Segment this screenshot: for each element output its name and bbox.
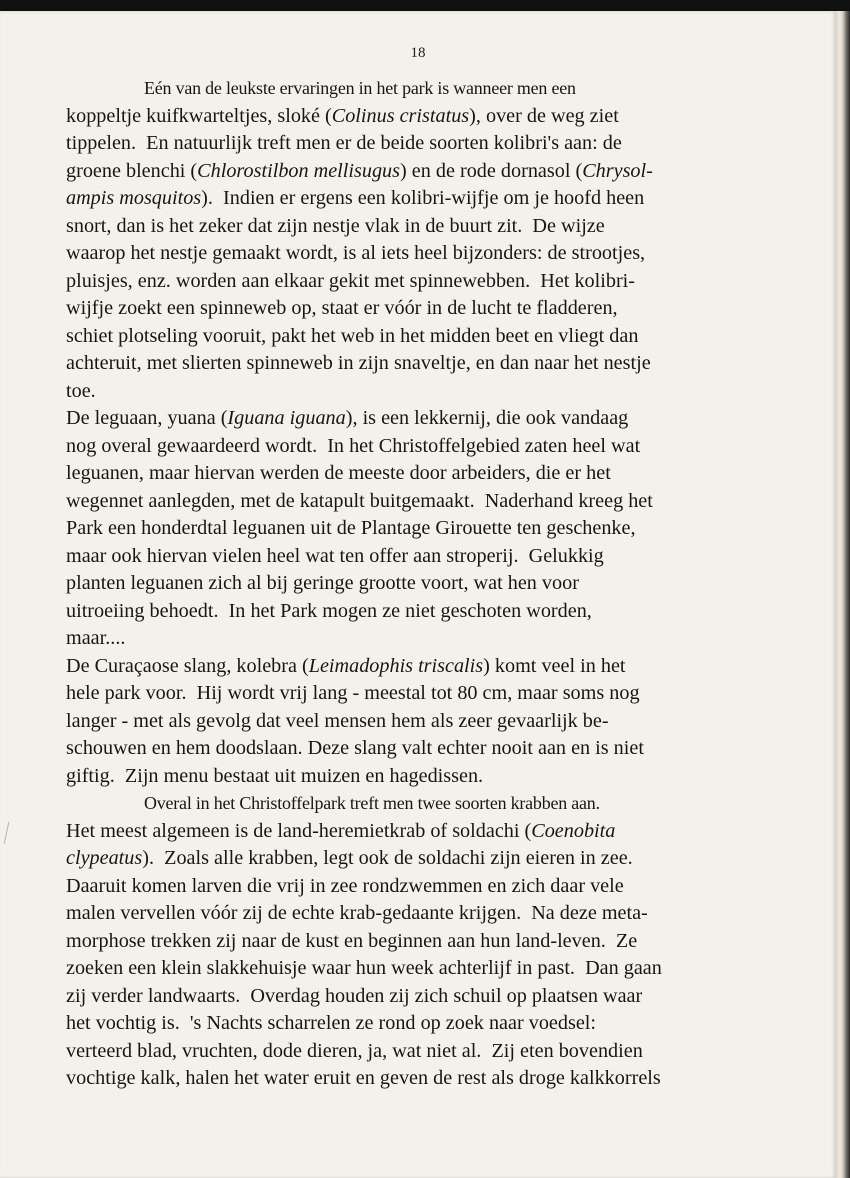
text-line xyxy=(66,268,766,296)
text-line xyxy=(66,928,766,956)
species-name: Chlorostilbon mellisugus xyxy=(197,159,401,182)
text-line xyxy=(66,103,766,131)
text-run: nog overal gewaardeerd wordt. In het Christoffelgebied zaten heel wat xyxy=(66,434,641,457)
text-line xyxy=(66,433,766,461)
text-line xyxy=(66,900,766,928)
text-run: schouwen en hem doodslaan. Deze slang valt echter nooit aan en is niet xyxy=(66,737,644,759)
text-line xyxy=(66,1065,766,1093)
text-line xyxy=(66,213,766,241)
text-run: Het meest algemeen is de land-heremietkrab of soldachi ( xyxy=(66,819,532,842)
text-run: ). Zoals alle krabben, legt ook de soldachi zijn eieren in zee. xyxy=(142,847,633,869)
page-edge xyxy=(836,11,850,1178)
text-line xyxy=(66,378,766,406)
text-line xyxy=(66,323,766,351)
scan-border-top xyxy=(0,0,850,11)
text-line xyxy=(66,680,766,708)
text-run: zij verder landwaarts. Overdag houden zij zich schuil op plaatsen waar xyxy=(66,984,643,1007)
body-text xyxy=(66,75,766,1093)
text-line xyxy=(66,598,766,626)
text-run: Overal in het Christoffelpark treft men twee soorten krabben aan. xyxy=(144,793,600,813)
text-run: maar.... xyxy=(66,627,126,649)
text-run: malen vervellen vóór zij de echte krab-gedaante krijgen. Na deze meta- xyxy=(66,902,648,924)
text-run: Daaruit komen larven die vrij in zee rondzwemmen en zich daar vele xyxy=(66,874,624,897)
text-run: ), over de weg ziet xyxy=(469,104,619,127)
text-run: zoeken een klein slakkehuisje waar hun week achterlijf in past. Dan gaan xyxy=(66,957,662,979)
text-run: Park een honderdtal leguanen uit de Plantage Girouette ten geschenke, xyxy=(66,517,636,539)
text-run: giftig. Zijn menu bestaat uit muizen en hagedissen. xyxy=(66,764,484,787)
text-run: toe. xyxy=(66,379,96,402)
document-page xyxy=(0,11,836,1178)
text-run: waarop het nestje gemaakt wordt, is al iets heel bijzonders: de strootjes, xyxy=(66,242,646,264)
text-line xyxy=(66,790,766,818)
text-run: ), is een lekkernij, die ook vandaag xyxy=(345,407,629,429)
text-line xyxy=(66,460,766,488)
text-run: morphose trekken zij naar de kust en beginnen aan hun land-leven. Ze xyxy=(66,929,638,952)
text-line xyxy=(66,75,766,103)
text-line xyxy=(66,763,766,791)
text-line xyxy=(66,845,766,873)
text-line xyxy=(66,708,766,736)
text-run: leguanen, maar hiervan werden de meeste door arbeiders, die er het xyxy=(66,462,611,484)
text-run: De leguaan, yuana ( xyxy=(66,407,228,429)
text-line xyxy=(66,515,766,543)
text-line xyxy=(66,130,766,158)
text-line xyxy=(66,735,766,763)
text-line xyxy=(66,185,766,213)
text-line xyxy=(66,955,766,983)
species-name: ampis mosquitos xyxy=(66,187,202,209)
text-run: verteerd blad, vruchten, dode dieren, ja, wat niet al. Zij eten bovendien xyxy=(66,1039,643,1062)
text-line xyxy=(66,295,766,323)
text-run: snort, dan is het zeker dat zijn nestje vlak in de buurt zit. De wijze xyxy=(66,214,605,237)
species-name: Coenobita xyxy=(531,819,616,842)
species-name: clypeatus xyxy=(66,847,143,869)
text-line xyxy=(66,543,766,571)
text-line xyxy=(66,570,766,598)
page-number: 18 xyxy=(410,45,426,61)
species-name: Iguana iguana xyxy=(227,407,346,429)
text-line xyxy=(66,405,766,433)
text-run: maar ook hiervan vielen heel wat ten offer aan stroperij. Gelukkig xyxy=(66,544,604,567)
text-run: wijfje zoekt een spinneweb op, staat er vóór in de lucht te fladderen, xyxy=(66,297,618,319)
text-line xyxy=(66,158,766,186)
text-line xyxy=(66,1010,766,1038)
text-run: ) en de rode dornasol ( xyxy=(400,159,583,182)
species-name: Colinus cristatus xyxy=(331,104,470,127)
text-run: achteruit, met slierten spinneweb in zijn snaveltje, en dan naar het nestje xyxy=(66,352,651,374)
text-line xyxy=(66,983,766,1011)
text-run: tippelen. En natuurlijk treft men er de beide soorten kolibri's aan: de xyxy=(66,132,622,154)
text-line xyxy=(66,1038,766,1066)
text-run: vochtige kalk, halen het water eruit en geven de rest als droge kalkkorrels xyxy=(66,1067,661,1089)
text-run: hele park voor. Hij wordt vrij lang - meestal tot 80 cm, maar soms nog xyxy=(66,682,640,704)
text-line xyxy=(66,488,766,516)
text-run: schiet plotseling vooruit, pakt het web in het midden beet en vliegt dan xyxy=(66,324,639,347)
text-run: koppeltje kuifkwarteltjes, sloké ( xyxy=(66,104,332,127)
text-line xyxy=(66,240,766,268)
text-line xyxy=(66,350,766,378)
text-run: uitroeiing behoedt. In het Park mogen ze niet geschoten worden, xyxy=(66,599,592,622)
species-name: Chrysol- xyxy=(582,159,653,182)
text-run: planten leguanen zich al bij geringe grootte voort, wat hen voor xyxy=(66,572,579,594)
text-run: ). Indien er ergens een kolibri-wijfje om je hoofd heen xyxy=(201,187,645,209)
text-run: De Curaçaose slang, kolebra ( xyxy=(66,654,309,677)
text-run: het vochtig is. 's Nachts scharrelen ze rond op zoek naar voedsel: xyxy=(66,1012,597,1034)
text-run: groene blenchi ( xyxy=(66,159,198,182)
text-run: ) komt veel in het xyxy=(483,654,626,677)
text-run: Eén van de leukste ervaringen in het park is wanneer men een xyxy=(144,78,576,98)
text-line xyxy=(66,818,766,846)
text-line xyxy=(66,625,766,653)
species-name: Leimadophis triscalis xyxy=(308,654,484,677)
text-run: langer - met als gevolg dat veel mensen hem als zeer gevaarlijk be- xyxy=(66,709,609,732)
text-run: pluisjes, enz. worden aan elkaar gekit met spinnewebben. Het kolibri- xyxy=(66,269,635,292)
text-line xyxy=(66,873,766,901)
text-run: wegennet aanlegden, met de katapult buitgemaakt. Naderhand kreeg het xyxy=(66,489,653,512)
text-line xyxy=(66,653,766,681)
